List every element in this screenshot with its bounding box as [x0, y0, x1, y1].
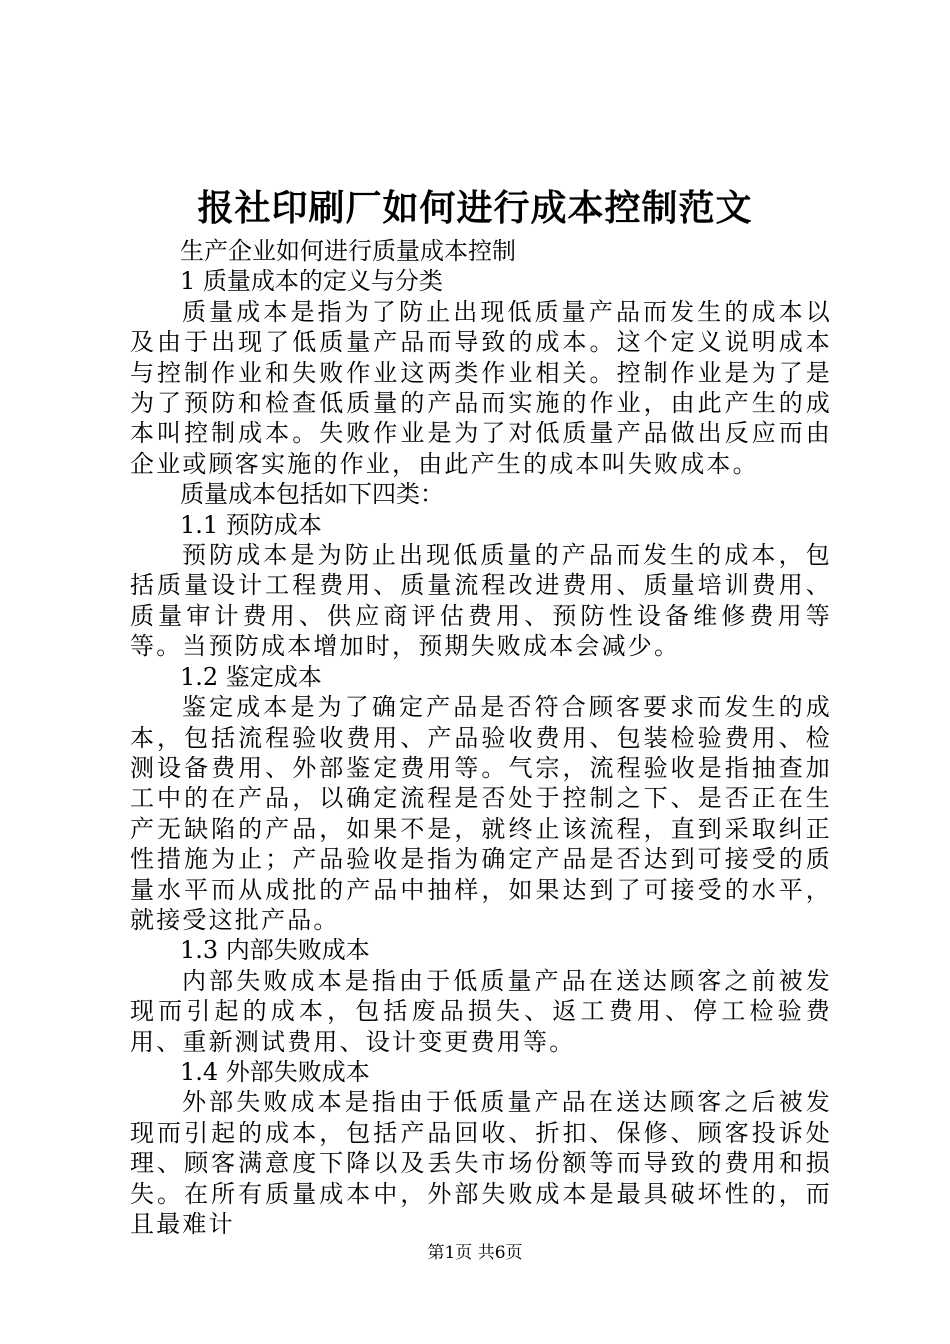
paragraph-external-failure-cost: 外部失败成本是指由于低质量产品在送达顾客之后被发现而引起的成本，包括产品回收、折扣、保修、顾客投诉处理、顾客满意度下降以及丢失市场份额等而导致的费用和损失。在所有质量成本中，外部失败成本是最具破坏性的，而且最难计	[130, 1088, 832, 1238]
section-heading-1-4: 1.4 外部失败成本	[180, 1057, 370, 1086]
paragraph-appraisal-cost: 鉴定成本是为了确定产品是否符合顾客要求而发生的成本，包括流程验收费用、产品验收费用、包装检验费用、检测设备费用、外部鉴定费用等。气宗，流程验收是指抽查加工中的在产品，以确定流程是否处于控制之下、是否正在生产无缺陷的产品，如果不是，就终止该流程，直到采取纠正性措施为止；产品验收是指为确定产品是否达到可接受的质量水平而从成批的产品中抽样，如果达到了可接受的水平，就接受这批产品。	[130, 693, 832, 934]
paragraph-internal-failure-cost: 内部失败成本是指由于低质量产品在送达顾客之前被发现而引起的成本，包括废品损失、返工费用、停工检验费用、重新测试费用、设计变更费用等。	[130, 966, 832, 1056]
paragraph-prevention-cost: 预防成本是为防止出现低质量的产品而发生的成本，包括质量设计工程费用、质量流程改进费用、质量培训费用、质量审计费用、供应商评估费用、预防性设备维修费用等等。当预防成本增加时，预期失败成本会减少。	[130, 541, 832, 661]
document-body	[130, 236, 832, 1239]
section-heading-1-3: 1.3 内部失败成本	[180, 936, 370, 965]
intro-line: 生产企业如何进行质量成本控制	[180, 237, 516, 265]
section-heading-1-1: 1.1 预防成本	[180, 510, 322, 539]
paragraph-categories-intro: 质量成本包括如下四类：	[180, 480, 444, 509]
section-heading-1: 1 质量成本的定义与分类	[180, 267, 443, 296]
section-heading-1-2: 1.2 鉴定成本	[180, 662, 322, 691]
document-title: 报社印刷厂如何进行成本控制范文	[197, 187, 753, 229]
page-footer: 第1页 共6页	[427, 1243, 523, 1263]
paragraph-definition: 质量成本是指为了防止出现低质量产品而发生的成本以及由于出现了低质量产品而导致的成本。这个定义说明成本与控制作业和失败作业这两类作业相关。控制作业是为了是为了预防和检查低质量的产品而实施的作业，由此产生的成本叫控制成本。失败作业是为了对低质量产品做出反应而由企业或顾客实施的作业，由此产生的成本叫失败成本。	[130, 297, 832, 478]
